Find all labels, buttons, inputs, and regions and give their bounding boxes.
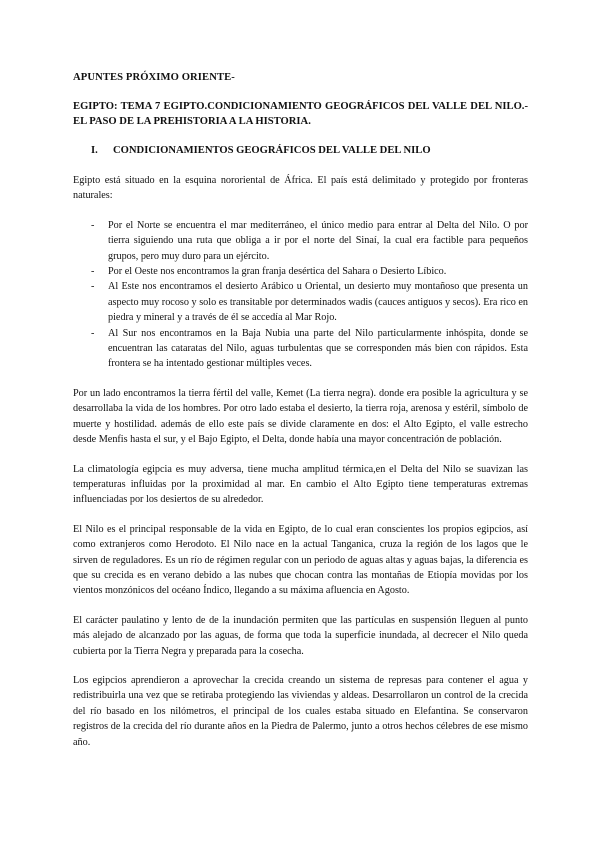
list-item [91, 264, 528, 279]
document-title: EGIPTO: TEMA 7 EGIPTO.CONDICIONAMIENTO GEOGRÁFICOS DEL VALLE DEL NILO.- EL PASO DE LA PREHISTORIA A LA HISTORIA. [73, 101, 528, 127]
body-paragraph: El carácter paulatino y lento de de la inundación permiten que las partículas en suspensión lleguen al punto más alejado de alcanzado por las aguas, de forma que toda la superficie inundada, al decrecer el Nilo queda cubierta por la Tierra Negra y preparada para la cosecha. [73, 614, 528, 657]
list-item [91, 218, 528, 264]
bullet-dash: - [91, 327, 95, 339]
list-item-text: Al Este nos encontramos el desierto Arábico u Oriental, un desierto muy montañoso que presenta un aspecto muy rocoso y solo es transitable por determinados wadis (cauces antiguos y secos). Era rico en piedra y mineral y a través de él se accedía al Mar Rojo. [108, 281, 528, 324]
bullet-dash: - [91, 266, 95, 278]
list-item [91, 279, 528, 325]
borders-list [91, 218, 528, 372]
bullet-dash: - [91, 219, 95, 231]
list-item-text: Por el Norte se encuentra el mar mediterráneo, el único medio para entrar al Delta del Nilo. O por tierra siguiendo una ruta que obliga a ir por el norte del Sinaí, la cual era factible para pequeños grupos, pero muy duro para un ejército. [108, 219, 528, 262]
body-paragraph: Los egipcios aprendieron a aprovechar la crecida creando un sistema de represas para contener el agua y redistribuirla una vez que se retiraba protegiendo las viviendas y aldeas. Desarrollaron un control de la crecida del río basado en los nilómetros, el principal de los cuales estaba situado en Elefantina. Se conservaron registros de la crecida del río durante años en la Piedra de Palermo, junto a otros hechos célebres de ese mismo año. [73, 674, 528, 748]
bullet-dash: - [91, 281, 95, 293]
list-item-text: Por el Oeste nos encontramos la gran franja desértica del Sahara o Desierto Líbico. [108, 266, 447, 278]
section-number: I. [91, 145, 98, 156]
body-paragraph: El Nilo es el principal responsable de la vida en Egipto, de lo cual eran conscientes los propios egipcios, así como extranjeros como Herodoto. El Nilo nace en la actual Tanganica, cruza la región de los lagos que le sirven de reguladores. Es un río de régimen regular con un periodo de aguas altas y aguas bajas, la diferencia es que su crecida es en verano debido a las nubes que chocan contra las montañas de Etiopía movidas por los vientos monzónicos del océano Índico, llegando a su máxima afluencia en Agosto. [73, 523, 528, 597]
section-heading-text: CONDICIONAMIENTOS GEOGRÁFICOS DEL VALLE DEL NILO [113, 145, 431, 156]
document-header: APUNTES PRÓXIMO ORIENTE- [73, 72, 235, 83]
body-paragraph: La climatología egipcia es muy adversa, tiene mucha amplitud térmica,en el Delta del Nilo se suavizan las temperaturas influidas por la proximidad al mar. En cambio el Alto Egipto tiene temperaturas extremas influenciadas por los desiertos de su alrededor. [73, 463, 528, 506]
list-item-text: Al Sur nos encontramos en la Baja Nubia una parte del Nilo particularmente inhóspita, donde se encuentran las cataratas del Nilo, aguas turbulentas que se corresponden más bien con rápidos. Esta frontera se ha intentado gestionar múltiples veces. [108, 327, 528, 370]
section-heading [91, 145, 528, 156]
list-item [91, 326, 528, 372]
body-paragraph: Por un lado encontramos la tierra fértil del valle, Kemet (La tierra negra). donde era posible la agricultura y se desarrollaba la vida de los hombres. Por otro lado estaba el desierto, la tierra roja, arenosa y estéril, símbolo de muerte y hostilidad. además de ello este país se divide claramente en dos: el Alto Egipto, el valle estrecho desde Menfis hasta el sur, y el Bajo Egipto, el Delta, donde había una mayor concentración de población. [73, 387, 528, 446]
intro-paragraph: Egipto está situado en la esquina nororiental de África. El país está delimitado y protegido por fronteras naturales: [73, 175, 528, 202]
